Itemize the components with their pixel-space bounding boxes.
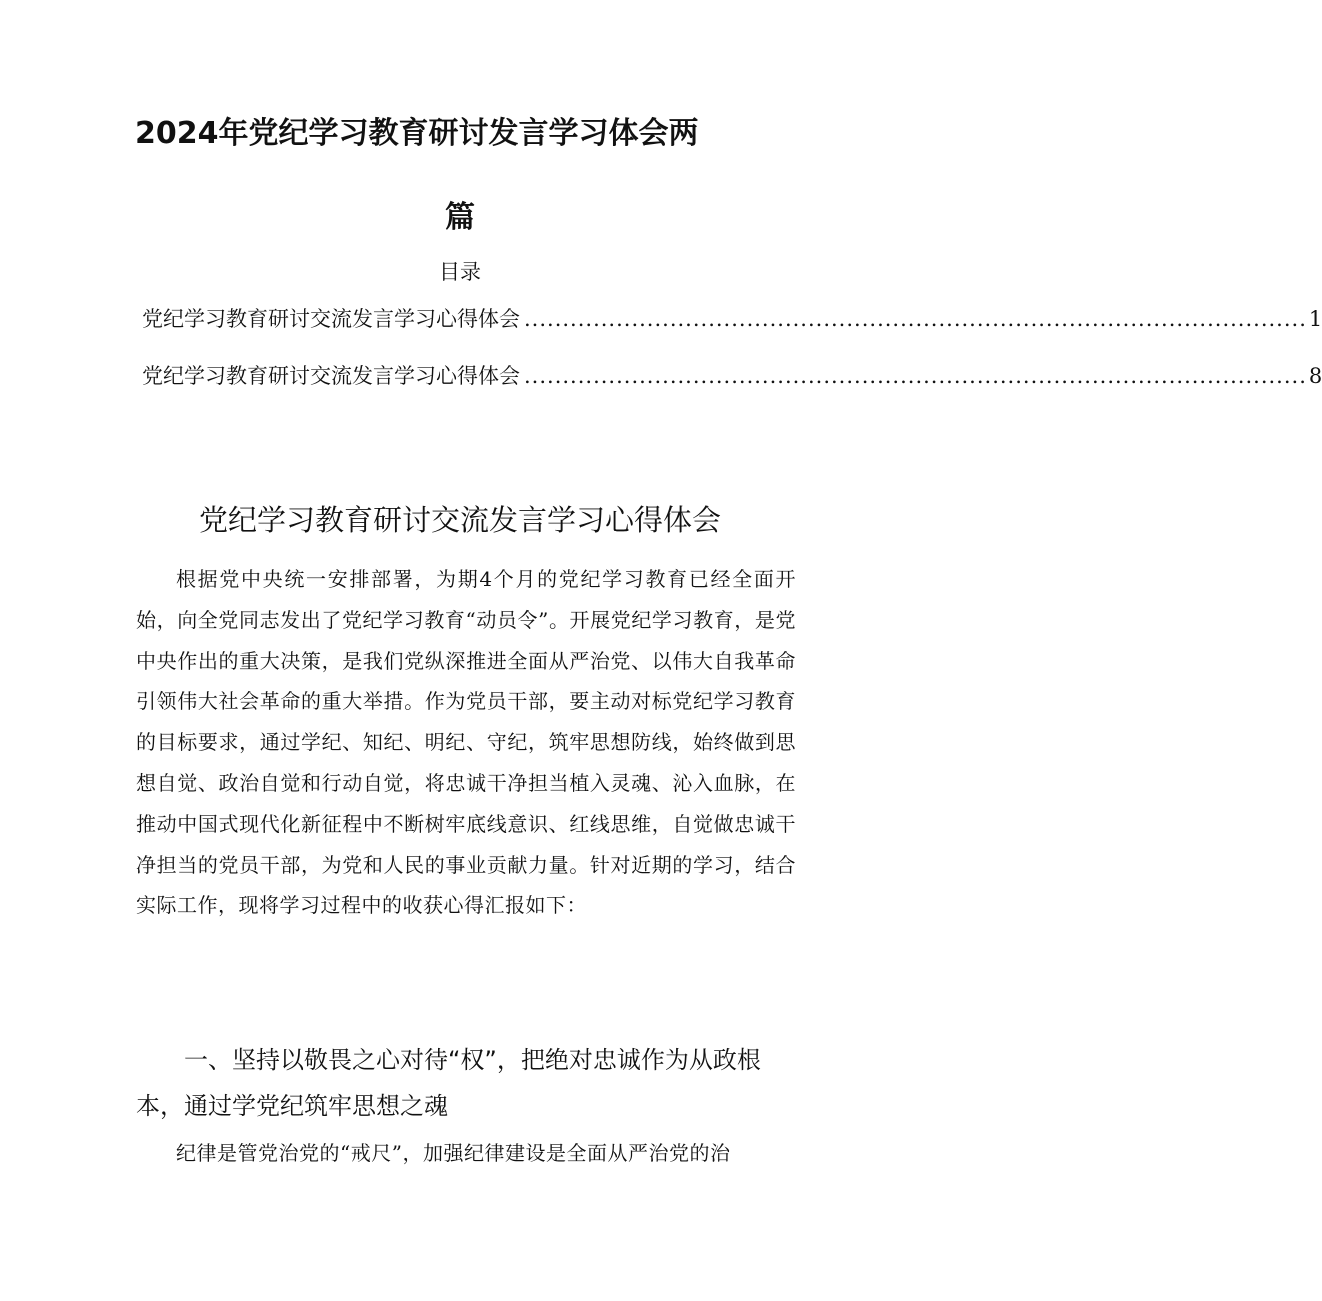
toc-entry-text: 党纪学习教育研讨交流发言学习心得体会	[142, 307, 520, 331]
article-title: 党纪学习教育研讨交流发言学习心得体会	[198, 503, 721, 537]
article-subheading-1: 一、坚持以敬畏之心对待“权”，把绝对忠诚作为从政根本，通过学党纪筑牢思想之魂	[136, 1046, 761, 1120]
document-title-line1: 2024年党纪学习教育研讨发言学习体会两	[135, 116, 699, 151]
article-paragraph-2: 纪律是管党治党的“戒尺”，加强纪律建设是全面从严治党的治	[176, 1141, 731, 1165]
document-title-line2: 篇	[445, 200, 475, 235]
toc-dot-leader: ......................................................................................................	[524, 364, 1307, 388]
toc-dot-leader: ......................................................................................................	[524, 307, 1307, 331]
toc-entry[interactable]	[142, 304, 1322, 334]
article-paragraph-1: 根据党中央统一安排部署，为期4个月的党纪学习教育已经全面开始，向全党同志发出了党纪学习教育“动员令”。开展党纪学习教育，是党中央作出的重大决策，是我们党纵深推进全面从严治党、以伟大自我革命引领伟大社会革命的重大举措。作为党员干部，要主动对标党纪学习教育的目标要求，通过学纪、知纪、明纪、守纪，筑牢思想防线，始终做到思想自觉、政治自觉和行动自觉，将忠诚干净担当植入灵魂、沁入血脉，在推动中国式现代化新征程中不断树牢底线意识、红线思维，自觉做忠诚干净担当的党员干部，为党和人民的事业贡献力量。针对近期的学习，结合实际工作，现将学习过程中的收获心得汇报如下：	[136, 567, 796, 918]
toc-entry-text: 党纪学习教育研讨交流发言学习心得体会	[142, 364, 520, 388]
toc-entry-page: 8	[1308, 364, 1322, 388]
toc-entry-page: 1	[1308, 307, 1322, 331]
toc-heading: 目录	[439, 260, 481, 284]
toc-entry[interactable]	[142, 361, 1322, 391]
